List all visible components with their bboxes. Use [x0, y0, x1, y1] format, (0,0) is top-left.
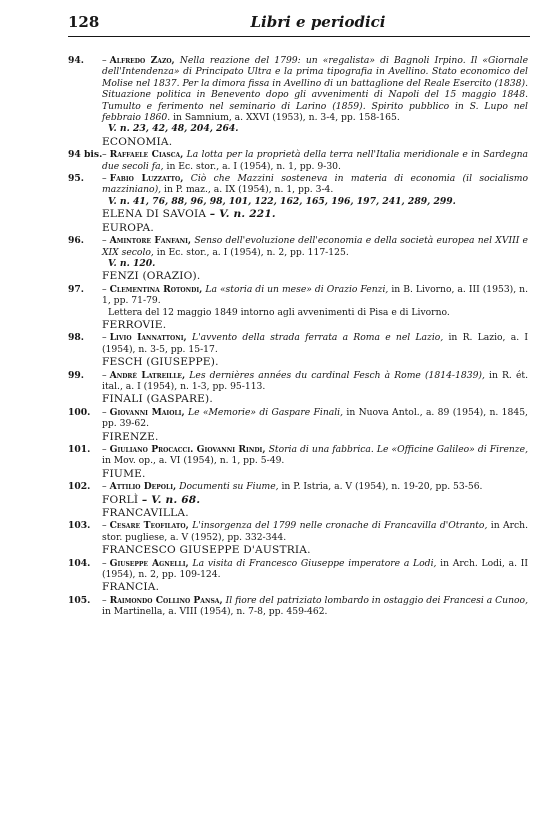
section-heading: FERROVIE. [102, 318, 167, 331]
section-heading [102, 209, 528, 220]
section-heading [102, 495, 528, 506]
entry-source: in Arch. stor. pugliese, a. V (1952), pp. 332-344. [102, 520, 528, 543]
entry-source: in B. Livorno, a. III (1953), n. 1, pp. 71-79. [102, 283, 529, 307]
entry-101: 101. – Giuliano Procacci. Giovanni Rindi, Storia di una fabbrica. Le «Officine Galileo» di Firenze, in Mov. op., a. VI (1954), n. 1, pp. 5-49. [68, 444, 529, 467]
entry-author: Livio Iannattoni, [109, 332, 187, 344]
section-heading: FENZI (ORAZIO). [102, 270, 201, 283]
entry-number: 103. [68, 520, 91, 532]
entry-title: La visita di Francesco Giuseppe imperatore a Lodi, [192, 557, 437, 569]
entry-title: Ciò che Mazzini sosteneva in materia di economia (il socialismo mazziniano), [102, 173, 529, 196]
section-heading: FESCH (GIUSEPPE). [102, 356, 219, 369]
entry-author: Cesare Teofilato, [109, 520, 189, 532]
entry-source: in Samnium, a. XXVI (1953), n. 3-4, pp. 158-165. [170, 112, 400, 124]
entry-author: Amintore Fanfani, [109, 235, 192, 247]
entry-author: Giovanni Maioli, [109, 406, 185, 418]
entry-99: 99. – André Latreille, Les dernières années du cardinal Fesch à Rome (1814-1839), in R. ét. ital., a. I (1954), n. 1-3, pp. 95-113. [68, 369, 528, 392]
entry-number: 105. [68, 594, 91, 606]
entry-number: 96. [68, 235, 84, 247]
entry-source: in R. ét. ital., a. I (1954), n. 1-3, pp. 95-113. [102, 369, 528, 392]
entry-source: in Ec. stor., a. I (1954), n. 1, pp. 9-30. [163, 160, 341, 172]
entry-103: 103. – Cesare Teofilato, L'insorgenza del 1799 nelle cronache di Francavilla d'Otranto, in Arch. stor. pugliese, a. V (1952), pp. 332-344. [68, 520, 528, 543]
entry-author: Giuliano Procacci. Giovanni Rindi, [109, 444, 266, 455]
heading-crossref: – V. n. 68. [141, 493, 201, 506]
entry-title: L'insorgenza del 1799 nelle cronache di Francavilla d'Otranto, [192, 520, 488, 532]
entry-number: 100. [68, 406, 91, 418]
entry-author: Fabio Luzzatto, [109, 173, 184, 185]
entry-104: 104. – Giuseppe Agnelli, La visita di Francesco Giuseppe imperatore a Lodi, in Arch. Lodi, a. II (1954), n. 2, pp. 109-124. [68, 557, 529, 581]
entry-author: Raimondo Collino Pansa, [109, 594, 223, 606]
entry-96: 96. – Amintore Fanfani, Senso dell'evoluzione dell'economia e della società europea nel XVIII e XIX secolo, in Ec. stor., a. I (1954), n. 2, pp. 117-125. V. n. 120. [68, 235, 528, 269]
entry-title: La lotta per la proprietà della terra nell'Italia meridionale e in Sardegna due secoli fa, [102, 149, 528, 172]
section-heading: FRANCAVILLA. [102, 507, 189, 520]
entry-refs: V. n. 120. [108, 257, 156, 269]
heading-crossref: – V. n. 221. [209, 208, 276, 221]
entry-number: 98. [68, 332, 84, 344]
entry-author: André Latreille, [109, 369, 186, 381]
entry-title: Storia di una fabbrica. Le «Officine Galileo» di Firenze, [268, 444, 529, 455]
entry-title: L'avvento della strada ferrata a Roma e nel Lazio, [192, 332, 444, 344]
entry-number: 104. [68, 557, 91, 569]
entry-title: Les dernières années du cardinal Fesch à Rome (1814-1839), [189, 369, 485, 381]
heading-label: ELENA DI SAVOIA [102, 208, 207, 221]
entry-title: La «storia di un mese» di Orazio Fenzi, [205, 283, 389, 295]
entry-98: 98. – Livio Iannattoni, L'avvento della strada ferrata a Roma e nel Lazio, in R. Lazio, a. I (1954), n. 3-5, pp. 15-17. [68, 332, 528, 355]
section-heading: ECONOMIA. [102, 135, 173, 148]
entry-title: Nella reazione del 1799: un «regalista» di Bagnoli Irpino. Il «Giornale dell'Intendenza» di Principato Ultra e la prima tipografia in Avellino. Stato economico del Molise nel 1837. Per la dimora fissa in Avellino di un battaglione del Reale Esercito (1838). Situazione politica in Benevento dopo gli avvenimenti di Napoli del 15 maggio 1848. Tumulto e ferimento nel seminario di Larino (1859). Spirito pubblico in S. Lupo nel febbraio 1860. [102, 55, 529, 124]
page-number: 128 [68, 13, 100, 31]
bibliography-list [68, 55, 528, 619]
entry-author: Giuseppe Agnelli, [109, 557, 189, 569]
entry-title: Senso dell'evoluzione dell'economia e della società europea nel XVIII e XIX secolo, [102, 235, 528, 258]
entry-note: Lettera del 12 maggio 1849 intorno agli avvenimenti di Pisa e di Livorno. [108, 306, 450, 318]
entry-title: Documenti su Fiume, [179, 481, 279, 493]
entry-source: in Nuova Antol., a. 89 (1954), n. 1845, pp. 39-62. [102, 406, 528, 430]
entry-refs: V. n. 23, 42, 48, 204, 264. [108, 123, 239, 135]
section-heading: FRANCESCO GIUSEPPE D'AUSTRIA. [102, 544, 311, 557]
entry-author: Attilio Depoli, [109, 481, 177, 493]
section-heading: EUROPA. [102, 221, 154, 234]
entry-number: 97. [68, 283, 84, 295]
entry-102: 102. – Attilio Depoli, Documenti su Fiume, in P. Istria, a. V (1954), n. 19-20, pp. 53-56. [68, 481, 483, 493]
running-title: Libri e periodici [250, 13, 386, 31]
entry-number: 99. [68, 369, 84, 381]
entry-title: Le «Memorie» di Gaspare Finali, [188, 406, 344, 418]
header-rule [68, 36, 530, 37]
entry-number: 101. [68, 444, 91, 455]
entry-94-bis: 94 bis. – Raffaele Ciasca, La lotta per la proprietà della terra nell'Italia meridionale e in Sardegna due secoli fa, in Ec. stor., a. I (1954), n. 1, pp. 9-30. [68, 149, 528, 172]
entry-author: Alfredo Zazo, [109, 55, 175, 66]
entry-95: 95. – Fabio Luzzatto, Ciò che Mazzini sosteneva in materia di economia (il socialismo mazziniano), in P. mаz., a. IX (1954), n. 1, pp. 3-4. V. n. 41, 76, 88, 96, 98, 101, 122, 162, 165, 196, 197, 241, 289, 299. [68, 173, 529, 207]
entry-100: 100. – Giovanni Maioli, Le «Memorie» di Gaspare Finali, in Nuova Antol., a. 89 (1954), n. 1845, pp. 39-62. [68, 406, 528, 430]
entry-title: Il fiore del patriziato lombardo in ostaggio dei Francesi a Cunoo, [225, 594, 528, 606]
entry-source: in R. Lazio, a. I (1954), n. 3-5, pp. 15-17. [102, 332, 528, 355]
entry-number: 94 bis. [68, 149, 103, 161]
entry-source: in Mov. op., a. VI (1954), n. 1, pp. 5-49. [102, 455, 285, 467]
entry-105: 105. – Raimondo Collino Pansa, Il fiore del patriziato lombardo in ostaggio dei Francesi a Cunoo, in Martinella, a. VIII (1954), n. 7-8, pp. 459-462. [68, 594, 528, 618]
entry-source: in P. Istria, a. V (1954), n. 19-20, pp. 53-56. [278, 481, 483, 493]
entry-97: 97. – Clementina Rotondi, La «storia di un mese» di Orazio Fenzi, in B. Livorno, a. III (1953), n. 1, pp. 71-79. Lettera del 12 maggio 1849 intorno agli avvenimenti di Pisa e di Livorno. [68, 283, 529, 318]
entry-number: 94. [68, 55, 84, 66]
entry-source: in P. mаz., a. IX (1954), n. 1, pp. 3-4. [161, 184, 334, 196]
section-heading: FIRENZE. [102, 430, 159, 443]
entry-source: in Martinella, a. VIII (1954), n. 7-8, pp. 459-462. [102, 606, 328, 618]
heading-label: FORLÌ [102, 493, 139, 506]
section-heading: FINALI (GASPARE). [102, 393, 213, 406]
entry-author: Raffaele Ciasca, [109, 149, 184, 161]
section-heading: FIUME. [102, 467, 146, 480]
section-heading: FRANCIA. [102, 581, 160, 594]
entry-author: Clementina Rotondi, [109, 283, 203, 295]
entry-source: in Ec. stor., a. I (1954), n. 2, pp. 117-125. [153, 246, 349, 258]
entry-number: 95. [68, 173, 84, 185]
entry-source: in Arch. Lodi, a. II (1954), n. 2, pp. 109-124. [102, 557, 529, 581]
entry-94: 94. – Alfredo Zazo, Nella reazione del 1799: un «regalista» di Bagnoli Irpino. Il «Giornale dell'Intendenza» di Principato Ultra e la prima tipografia in Avellino. Stato economico del Molise nel 1837. Per la dimora fissa in Avellino di un battaglione del Reale Esercito (1838). Situazione politica in Benevento dopo gli avvenimenti di Napoli del 15 maggio 1848. Tumulto e ferimento nel seminario di Larino (1859). Spirito pubblico in S. Lupo nel febbraio 1860. in Samnium, a. XXVI (1953), n. 3-4, pp. 158-165. V. n. 23, 42, 48, 204, 264. [68, 55, 529, 135]
entry-number: 102. [68, 481, 91, 493]
entry-refs: V. n. 41, 76, 88, 96, 98, 101, 122, 162, 165, 196, 197, 241, 289, 299. [108, 195, 456, 207]
page-header [68, 13, 528, 35]
